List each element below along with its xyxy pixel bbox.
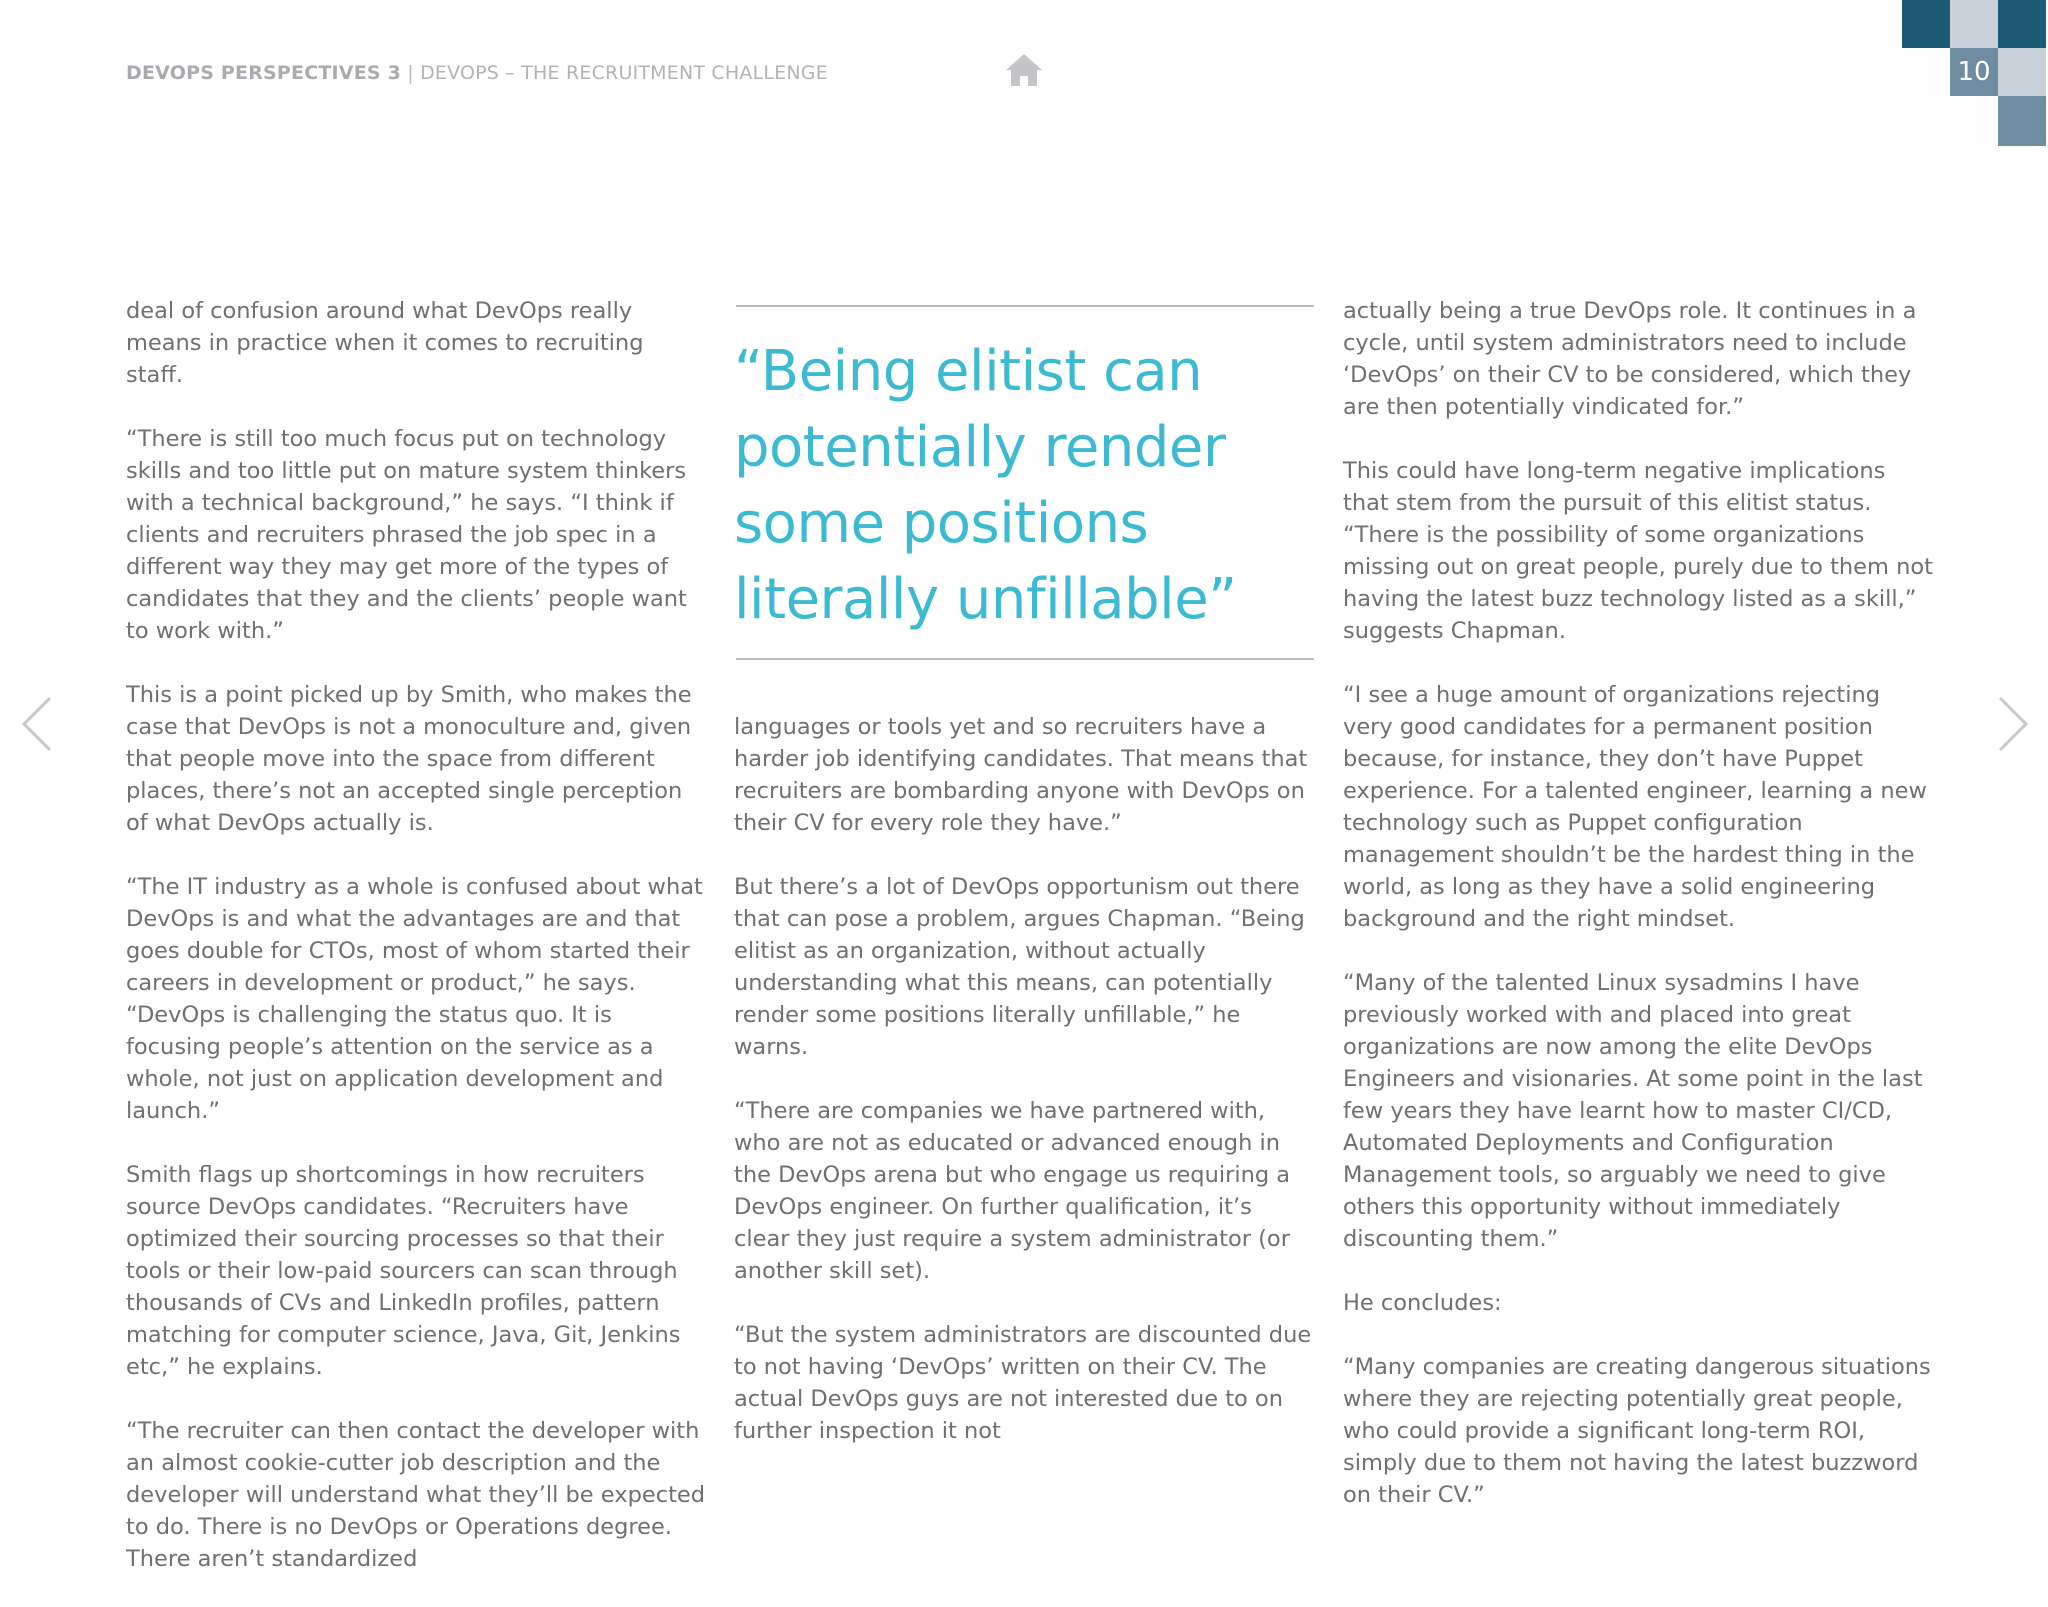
chevron-right-icon[interactable] [1992,694,2032,754]
pull-quote: “Being elitist can potentially render some positions literally unfillable” [734,339,1237,632]
corner-tile [1998,96,2046,146]
paragraph: Smith flags up shortcomings in how recruiters source DevOps candidates. “Recruiters have optimized their sourcing processes so that their tools or their low-paid sourcers can scan through thousands of CVs and LinkedIn profiles, pattern matching for computer science, Java, Git, Jenkins etc,” he explains. [126,1162,681,1380]
paragraph: “There are companies we have partnered with, who are not as educated or advanced enough in the DevOps arena but who engage us requiring a DevOps engineer. On further qualification, it’s clear they just require a system administrator (or another skill set). [734,1098,1291,1284]
paragraph: This could have long-term negative implications that stem from the pursuit of this elitist status. “There is the possibility of some organizations missing out on great people, purely due to them not having the latest buzz technology listed as a skill,” suggests Chapman. [1343,458,1933,644]
header-separator: | [401,62,421,84]
paragraph: “The recruiter can then contact the developer with an almost cookie-cutter job description and the developer will understand what they’ll be expected to do. There is no DevOps or Operations degree. There aren’t standardized [126,1418,706,1572]
chevron-left-icon[interactable] [18,694,58,754]
publication-title: DEVOPS PERSPECTIVES 3 [126,62,401,84]
paragraph: “But the system administrators are discounted due to not having ‘DevOps’ written on their CV. The actual DevOps guys are not interested due to on further inspection it not [734,1322,1312,1444]
corner-tile [1998,0,2046,48]
paragraph: But there’s a lot of DevOps opportunism out there that can pose a problem, argues Chapman. “Being elitist as an organization, without actually understanding what this means, can potentially render some positions literally unfillable,” he warns. [734,874,1305,1060]
corner-tile [1950,0,1998,48]
corner-tile [1998,48,2046,96]
paragraph: He concludes: [1343,1290,1502,1316]
paragraph: “Many companies are creating dangerous situations where they are rejecting potentially great people, who could provide a significant long-term ROI, simply due to them not having the latest buzzword on their CV.” [1343,1354,1931,1508]
paragraph: deal of confusion around what DevOps really means in practice when it comes to recruiting staff. [126,298,644,388]
home-icon[interactable] [1004,52,1044,88]
paragraph: “Many of the talented Linux sysadmins I have previously worked with and placed into great organizations are now among the elite DevOps Engineers and visionaries. At some point in the last few years they have learnt how to master CI/CD, Automated Deployments and Configuration Management tools, so arguably we need to give others this opportunity without immediately discounting them.” [1343,970,1923,1252]
pull-quote-rule-bottom [736,658,1314,660]
section-title: DEVOPS – THE RECRUITMENT CHALLENGE [420,62,828,84]
paragraph: “I see a huge amount of organizations rejecting very good candidates for a permanent position because, for instance, they don’t have Puppet experience. For a talented engineer, learning a new technology such as Puppet configuration management shouldn’t be the hardest thing in the world, as long as they have a solid engineering background and the right mindset. [1343,682,1927,932]
pull-quote-rule-top [736,305,1314,307]
paragraph: “There is still too much focus put on technology skills and too little put on mature system thinkers with a technical background,” he says. “I think if clients and recruiters phrased the job spec in a different way they may get more of the types of candidates that they and the clients’ people want to work with.” [126,426,687,644]
paragraph: languages or tools yet and so recruiters have a harder job identifying candidates. That means that recruiters are bombarding anyone with DevOps on their CV for every role they have.” [734,714,1308,836]
running-header [126,62,828,84]
paragraph: “The IT industry as a whole is confused about what DevOps is and what the advantages are and that goes double for CTOs, most of whom started their careers in development or product,” he says. “DevOps is challenging the status quo. It is focusing people’s attention on the service as a whole, not just on application development and launch.” [126,874,703,1124]
article-column-1 [126,295,706,1607]
page-number: 10 [1957,57,1991,87]
corner-tile [1902,0,1950,48]
paragraph: This is a point picked up by Smith, who makes the case that DevOps is not a monoculture and, given that people move into the space from different places, there’s not an accepted single perception of what DevOps actually is. [126,682,692,836]
article-column-2 [734,711,1314,1479]
paragraph: actually being a true DevOps role. It continues in a cycle, until system administrators need to include ‘DevOps’ on their CV to be considered, which they are then potentially vindicated for.” [1343,298,1917,420]
article-column-3 [1343,295,1933,1543]
